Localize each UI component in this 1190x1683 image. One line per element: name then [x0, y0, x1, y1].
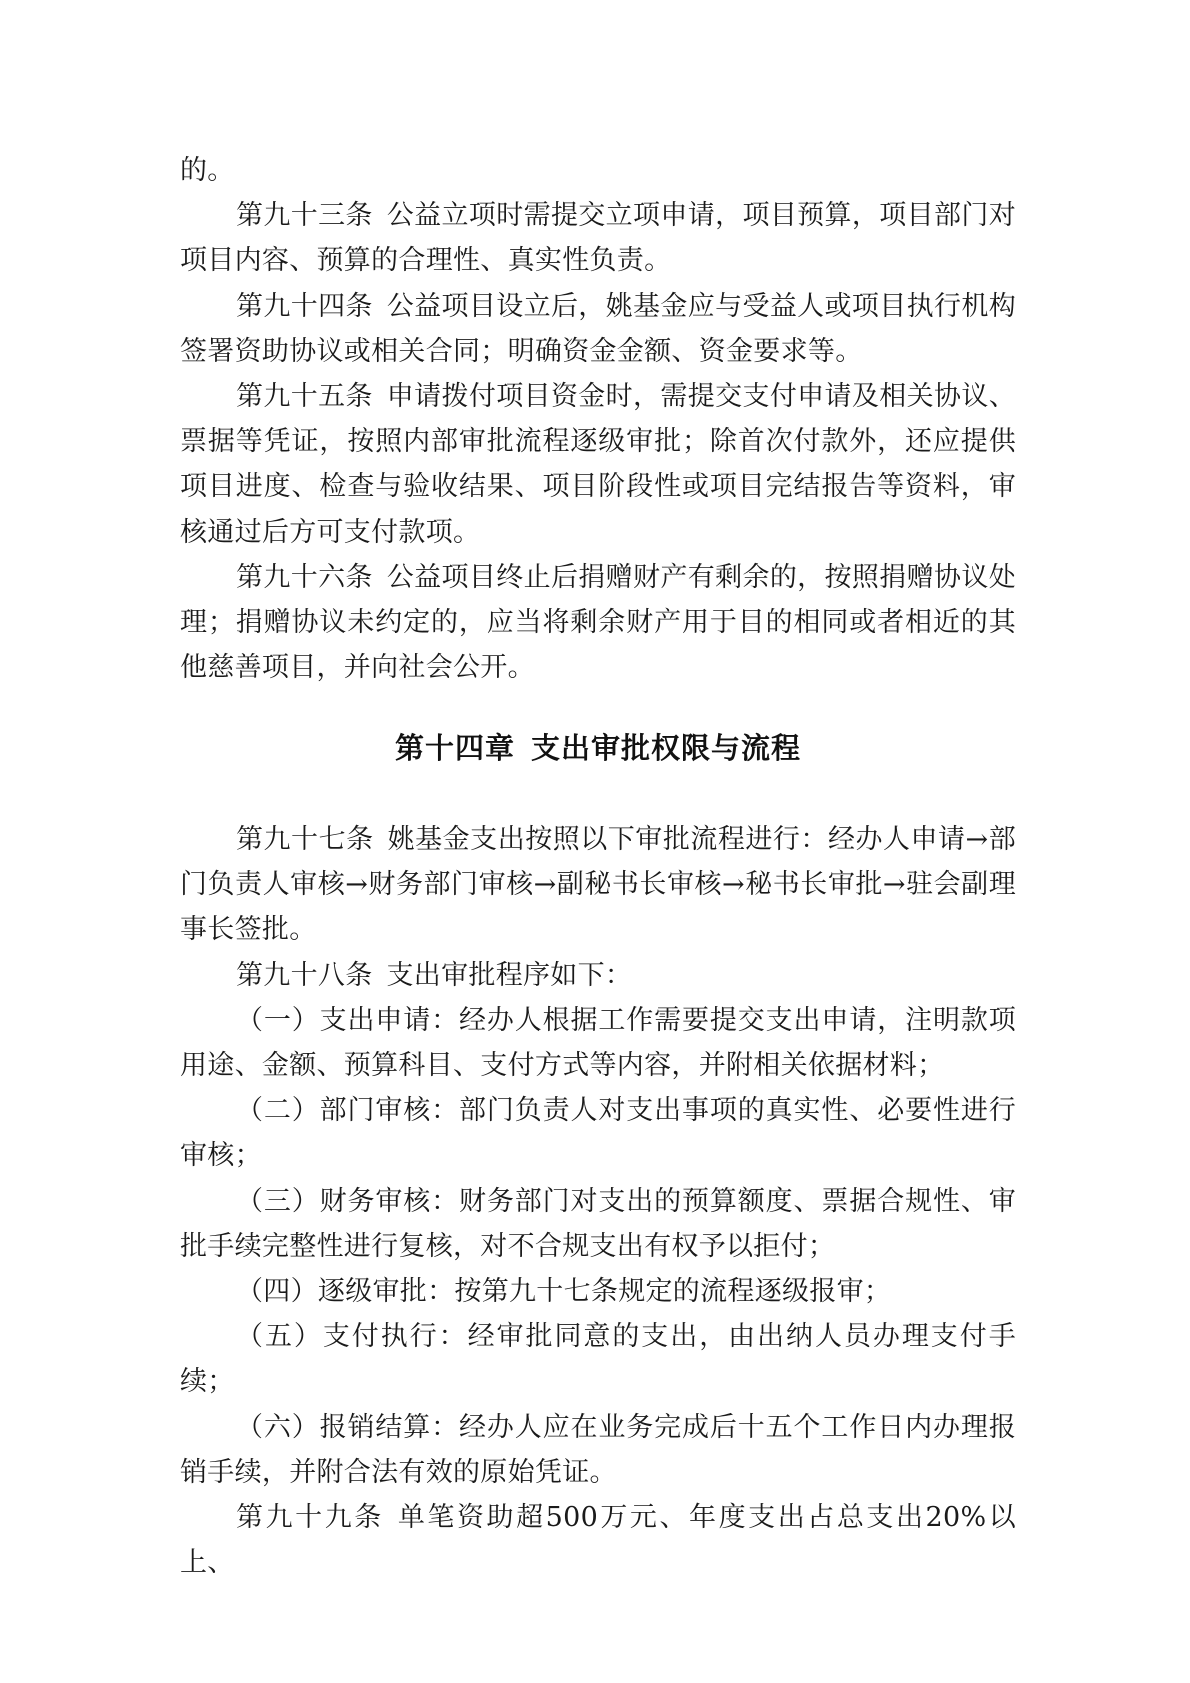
- article-95: [180, 374, 1016, 555]
- article-number: 第九十五条: [236, 381, 373, 413]
- item-marker: （四）: [236, 1276, 318, 1308]
- article-number: 第九十三条: [236, 200, 373, 232]
- article-93: [180, 193, 1016, 283]
- item-text: 支出申请：经办人根据工作需要提交支出申请，注明款项用途、金额、预算科目、支付方式等内容，并附相关依据材料；: [180, 1004, 1017, 1082]
- article-text: 公益项目终止后捐赠财产有剩余的，按照捐赠协议处理；捐赠协议未约定的，应当将剩余财产用于目的相同或者相近的其他慈善项目，并向社会公开。: [180, 561, 1016, 684]
- article-number: 第九十八条: [236, 959, 373, 991]
- item-text: 报销结算：经办人应在业务完成后十五个工作日内办理报销手续，并附合法有效的原始凭证。: [180, 1411, 1017, 1488]
- article-number: 第九十九条: [236, 1502, 384, 1534]
- article-96: [180, 555, 1016, 691]
- article-text: 支出审批程序如下：: [386, 959, 633, 991]
- item-text: 财务审核：财务部门对支出的预算额度、票据合规性、审批手续完整性进行复核，对不合规支出有权予以拒付；: [180, 1185, 1017, 1262]
- article-text: 公益项目设立后，姚基金应与受益人或项目执行机构签署资助协议或相关合同；明确资金金额、资金要求等。: [180, 290, 1016, 367]
- item-text: 部门审核：部门负责人对支出事项的真实性、必要性进行审核；: [180, 1095, 1017, 1172]
- list-item: [180, 1314, 1016, 1404]
- item-marker: （三）: [236, 1185, 320, 1217]
- item-marker: （六）: [236, 1411, 320, 1443]
- list-item: [180, 1179, 1016, 1269]
- article-text: 姚基金支出按照以下审批流程进行：经办人申请→部门负责人审核→财务部门审核→副秘书长审核→秘书长审批→驻会副理事长签批。: [180, 824, 1016, 946]
- item-text: 支付执行：经审批同意的支出，由出纳人员办理支付手续；: [180, 1321, 1016, 1398]
- article-number: 第九十七条: [236, 824, 374, 855]
- chapter-title-text: 支出审批权限与流程: [531, 731, 802, 765]
- article-97: [180, 817, 1016, 953]
- article-text: 单笔资助超500万元、年度支出占总支出20%以上、: [180, 1502, 1017, 1579]
- item-text: 逐级审批：按第九十七条规定的流程逐级报审；: [317, 1276, 892, 1308]
- text-block-upper: [180, 148, 1016, 690]
- list-item: [180, 1405, 1016, 1495]
- article-99: [180, 1495, 1016, 1585]
- item-marker: （一）: [236, 1004, 320, 1036]
- item-marker: （五）: [236, 1321, 323, 1353]
- article-text: 公益立项时需提交立项申请，项目预算，项目部门对项目内容、预算的合理性、真实性负责。: [180, 200, 1016, 277]
- list-item: [180, 1269, 1016, 1314]
- article-98: [180, 953, 1016, 998]
- list-item: [180, 998, 1016, 1088]
- article-94: [180, 284, 1016, 374]
- chapter-number: 第十四章: [394, 731, 515, 765]
- item-marker: （二）: [236, 1095, 320, 1127]
- text-block-lower: [180, 817, 1016, 1585]
- article-text: 申请拨付项目资金时，需提交支付申请及相关协议、票据等凭证，按照内部审批流程逐级审批；除首次付款外，还应提供项目进度、检查与验收结果、项目阶段性或项目完结报告等资料，审核通过后方可支付款项。: [180, 381, 1016, 548]
- article-number: 第九十四条: [236, 290, 373, 322]
- chapter-heading: [180, 728, 1016, 768]
- list-item: [180, 1088, 1016, 1178]
- article-number: 第九十六条: [236, 561, 373, 593]
- continuation-paragraph: 的。: [180, 155, 235, 186]
